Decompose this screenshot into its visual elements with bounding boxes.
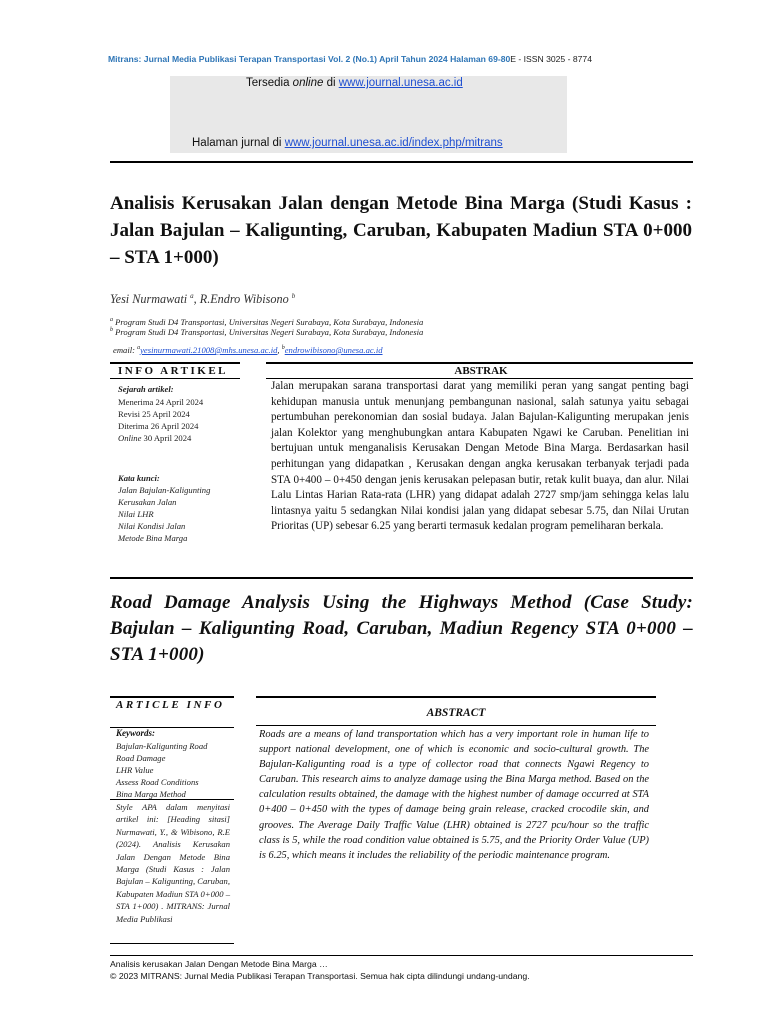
email-2-sup: b bbox=[281, 345, 285, 352]
author-2-sup: b bbox=[291, 292, 296, 300]
article-title-en: Road Damage Analysis Using the Highways Method (Case Study: Bajulan – Kaligunting Road, Caruban, Madiun Regency STA 0+000 – STA 1+000) bbox=[110, 592, 693, 665]
history-label: Sejarah artikel: bbox=[118, 384, 174, 394]
affiliation-a-text: Program Studi D4 Transportasi, Universitas Negeri Surabaya, Kota Surabaya, Indonesia bbox=[113, 317, 424, 327]
footer bbox=[110, 959, 710, 982]
author-2: R.Endro Wibisono bbox=[199, 292, 289, 307]
article-info-heading: ARTICLE INFO bbox=[116, 699, 225, 711]
keywords-label: Keywords: bbox=[116, 728, 155, 738]
kata-kunci-item: Jalan Bajulan-Kaligunting bbox=[118, 485, 211, 495]
abstrak-bottom-rule bbox=[110, 577, 693, 579]
kata-kunci-item: Nilai LHR bbox=[118, 509, 154, 519]
author-1-sup: a bbox=[190, 292, 194, 300]
affiliation-b-sup: b bbox=[110, 327, 113, 334]
journal-page-prefix: Halaman jurnal di bbox=[192, 137, 285, 149]
authors bbox=[110, 292, 295, 307]
availability-online: online bbox=[292, 77, 324, 89]
info-heading-rule bbox=[110, 378, 240, 379]
journal-header bbox=[108, 54, 698, 64]
abstrak-text: Jalan merupakan sarana transportasi darat yang memiliki peran yang sangat penting bagi kehidupan manusia untuk menunjang pembangunan nasional, salah satunya yaitu sebagai pertumbuhan perekonomian dan sosial budaya. Jalan Bajulan-Kaligunting merupakan jenis jalan Kolektor yang menghubungkan antara Kabupaten Ngawi ke Caruban. Penelitian ini bertujuan untuk menganalisis Kerusakan Dengan Metode Bina Marga. Berdasarkan hasil perhitungan yang didapatkan , Kerusakan dengan angka kerusakan terbanyak terjadi pada STA 0+400 – 0+450 dengan jenis kerusakan pelepasan butir, retak kulit buaya, dan alur. Nilai Lalu Lintas Harian Rata-rata (LHR) yang didapat adalah 2727 smp/jam sehingga kelas lalu lintasnya yaitu 5 sedangkan Nilai kondisi jalan yang didapat sebesar 5.75, dan Nilai Urutan Prioritas (UP) sebesar 6.25 yang berarti termasuk kedalan program pemeliharan berkala. bbox=[271, 380, 689, 533]
footer-copyright: © 2023 MITRANS: Jurnal Media Publikasi Terapan Transportasi. Semua hak cipta dilindungi undang-undang. bbox=[110, 970, 530, 981]
email-line bbox=[113, 345, 383, 355]
abstrak-heading: ABSTRAK bbox=[454, 365, 508, 377]
keyword-item: Assess Road Conditions bbox=[116, 777, 199, 787]
abstract-heading: ABSTRACT bbox=[426, 707, 486, 719]
email-link-1[interactable]: yesinurmawati.21008@mhs.unesa.ac.id bbox=[140, 345, 278, 355]
history-online bbox=[118, 432, 191, 444]
email-link-2[interactable]: endrowibisono@unesa.ac.id bbox=[284, 345, 383, 355]
keyword-item: Road Damage bbox=[116, 753, 166, 763]
citation-bottom-rule bbox=[110, 943, 234, 944]
author-1: Yesi Nurmawati bbox=[110, 292, 188, 307]
issn: E - ISSN 3025 - 8774 bbox=[510, 54, 592, 64]
availability-prefix: Tersedia bbox=[246, 77, 293, 89]
citation-block: Style APA dalam menyitasi artikel ini: [Heading sitasi] Nurmawati, Y., & Wibisono, R.E (2024). Analisis Kerusakan Jalan Dengan Metode Bina Marga (Studi Kasus : Jalan Bajulan – Kaligunting, Caruban, Kabupaten Madiun STA 0+000 – STA 1+000) . MITRANS: Jurnal Media Publikasi bbox=[116, 802, 230, 924]
abstract-heading-rule bbox=[256, 725, 656, 726]
keywords-rule bbox=[110, 799, 234, 800]
kata-kunci-item: Nilai Kondisi Jalan bbox=[118, 521, 186, 531]
info-artikel-heading: INFO ARTIKEL bbox=[118, 365, 228, 377]
history-received: Menerima 24 April 2024 bbox=[118, 397, 204, 407]
history-online-date: 30 April 2024 bbox=[143, 433, 192, 443]
abstrak-top-rule bbox=[266, 362, 693, 364]
history-revised: Revisi 25 April 2024 bbox=[118, 409, 190, 419]
keyword-item: Bajulan-Kaligunting Road bbox=[116, 741, 208, 751]
email-sep: , bbox=[277, 345, 282, 355]
footer-running-title: Analisis kerusakan Jalan Dengan Metode Bina Marga … bbox=[110, 959, 328, 969]
journal-home-link[interactable]: www.journal.unesa.ac.id bbox=[338, 77, 463, 89]
journal-page-line bbox=[192, 137, 503, 149]
availability-mid: di bbox=[323, 77, 339, 89]
history-online-label: Online bbox=[118, 433, 142, 443]
journal-page-link[interactable]: www.journal.unesa.ac.id/index.php/mitrans bbox=[284, 137, 503, 149]
journal-citation: Mitrans: Jurnal Media Publikasi Terapan Transportasi Vol. 2 (No.1) April Tahun 2024 Halaman 69-80 bbox=[108, 54, 511, 64]
email-label: email: bbox=[113, 345, 138, 355]
affiliation-a bbox=[110, 317, 423, 327]
affiliation-b-text: Program Studi D4 Transportasi, Universitas Negeri Surabaya, Kota Surabaya, Indonesia bbox=[113, 327, 424, 337]
info-top-rule bbox=[110, 362, 240, 364]
keyword-item: Bina Marga Method bbox=[116, 789, 186, 799]
keyword-item: LHR Value bbox=[116, 765, 154, 775]
kata-kunci-item: Metode Bina Marga bbox=[118, 533, 188, 543]
availability-line bbox=[246, 77, 463, 89]
kata-kunci-item: Kerusakan Jalan bbox=[118, 497, 177, 507]
header-rule bbox=[110, 161, 693, 163]
footer-rule bbox=[110, 955, 693, 956]
email-1-sup: a bbox=[137, 345, 141, 352]
kata-kunci-label: Kata kunci: bbox=[118, 473, 160, 483]
abstract-text: Roads are a means of land transportation which has a very important role in human life to support national development, one of which is economic and socio-cultural growth. The Bajulan-Kaligunting road is a type of collector road that connects Ngawi Regency to Caruban. This research aims to analyze damage using the Bina Marga method. Based on the calculation results obtained, the damage with the highest number of damage occurred at STA 0+400 – 0+450 with the types of damage being grain release, cracked crocodile skin, and grooves. The Average Daily Traffic Value (LHR) obtained is 2727 pcu/hour so the traffic class is 5, while the road condition value obtained is 5.75, and the Priority Order Value (UP) is 6.25, which means it includes the reliability of the periodic maintenance program. bbox=[259, 729, 649, 861]
affiliation-a-sup: a bbox=[110, 317, 113, 324]
author-sep: , bbox=[193, 292, 200, 307]
abstract-top-rule bbox=[256, 696, 656, 698]
history-accepted: Diterima 26 April 2024 bbox=[118, 421, 199, 431]
article-title-id: Analisis Kerusakan Jalan dengan Metode Bina Marga (Studi Kasus : Jalan Bajulan – Kaligunting, Caruban, Kabupaten Madiun STA 0+000 – STA 1+000) bbox=[110, 193, 692, 268]
affiliation-b bbox=[110, 327, 423, 337]
